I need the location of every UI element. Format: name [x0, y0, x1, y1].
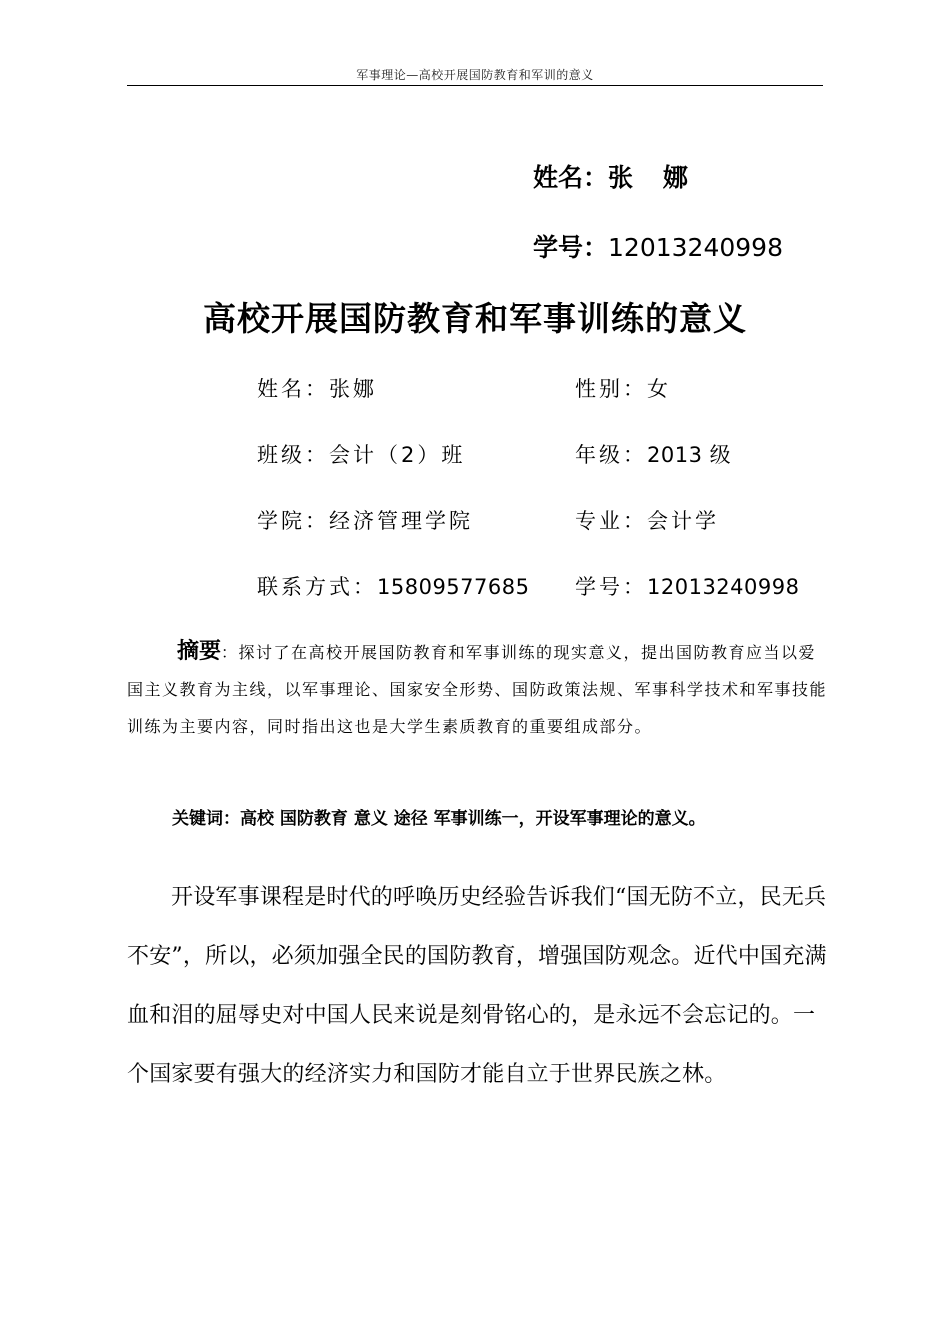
info-major-value: 会计学 — [647, 509, 719, 533]
info-name-value: 张娜 — [329, 377, 377, 401]
info-student-id-label: 学号： — [575, 575, 647, 599]
info-grade-value: 2013 级 — [647, 443, 732, 467]
keywords-label: 关键词 — [172, 809, 223, 829]
info-class-value: 会计（2）班 — [329, 443, 466, 467]
info-class-label: 班级： — [257, 443, 329, 467]
top-student-id-value: 12013240998 — [608, 233, 783, 262]
info-gender-label: 性别： — [575, 377, 647, 401]
info-college-label: 学院： — [257, 509, 329, 533]
info-major — [575, 505, 719, 535]
top-name-field — [533, 158, 718, 194]
info-contact — [257, 571, 529, 601]
info-grade — [575, 439, 731, 469]
info-contact-value: 15809577685 — [377, 575, 530, 599]
top-student-id-field — [533, 228, 783, 264]
top-name-value: 张娜 — [608, 163, 719, 192]
info-student-id-value: 12013240998 — [647, 575, 800, 599]
info-name-label: 姓名： — [257, 377, 329, 401]
abstract — [127, 633, 827, 745]
header-divider — [127, 85, 823, 86]
info-contact-label: 联系方式： — [257, 575, 377, 599]
info-gender — [575, 373, 671, 403]
abstract-text: ：探讨了在高校开展国防教育和军事训练的现实意义，提出国防教育应当以爱国主义教育为主线，以军事理论、国家安全形势、国防政策法规、军事科学技术和军事技能训练为主要内容，同时指出这也是大学生素质教育的重要组成部分。 — [127, 643, 828, 736]
info-college-value: 经济管理学院 — [329, 509, 473, 533]
top-student-id-label: 学号： — [533, 233, 609, 262]
document-title: 高校开展国防教育和军事训练的意义 — [203, 299, 747, 338]
abstract-label: 摘要 — [177, 639, 222, 664]
info-college — [257, 505, 473, 535]
keywords-text: ：高校 国防教育 意义 途径 军事训练一，开设军事理论的意义。 — [223, 809, 706, 829]
info-student-id — [575, 571, 799, 601]
info-gender-value: 女 — [647, 377, 671, 401]
running-header: 军事理论—高校开展国防教育和军训的意义 — [356, 68, 594, 82]
info-major-label: 专业： — [575, 509, 647, 533]
top-name-label: 姓名： — [533, 163, 609, 192]
info-grade-label: 年级： — [575, 443, 647, 467]
info-name — [257, 373, 377, 403]
body-paragraph: 开设军事课程是时代的呼唤历史经验告诉我们“国无防不立，民无兵不安”，所以，必须加强全民的国防教育，增强国防观念。近代中国充满血和泪的屈辱史对中国人民来说是刻骨铭心的，是永远不会忘记的。一个国家要有强大的经济实力和国防才能自立于世界民族之林。 — [127, 885, 827, 1087]
info-class — [257, 439, 465, 469]
keywords — [172, 804, 706, 829]
